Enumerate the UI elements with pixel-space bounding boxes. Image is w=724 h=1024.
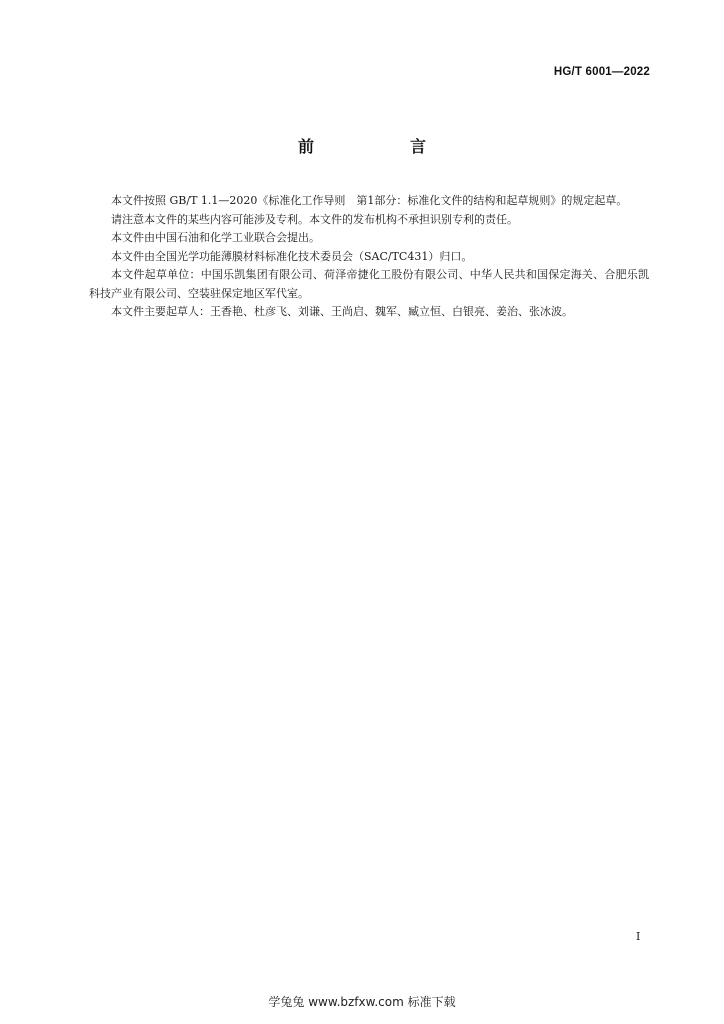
footer-watermark: 学兔兔 www.bzfxw.com 标准下载 bbox=[268, 995, 456, 1009]
paragraph-drafters: 本文件主要起草人：王香艳、杜彦飞、刘谦、王尚启、魏军、臧立恒、白银亮、姜治、张冰波。 bbox=[111, 305, 573, 318]
page-number: Ⅰ bbox=[636, 930, 641, 943]
paragraph-drafting-units: 本文件起草单位：中国乐凯集团有限公司、荷泽帝捷化工股份有限公司、中华人民共和国保定海关、合肥乐凯科技产业有限公司、空装驻保定地区军代室。 bbox=[89, 268, 649, 300]
page-title: 前 言 bbox=[297, 137, 466, 156]
paragraph-committee: 本文件由全国光学功能薄膜材料标准化技术委员会（SAC/TC431）归口。 bbox=[111, 249, 473, 263]
foreword-body bbox=[89, 192, 649, 322]
paragraph-patent-notice: 请注意本文件的某些内容可能涉及专利。本文件的发布机构不承担识别专利的责任。 bbox=[111, 212, 518, 226]
paragraph-proposer: 本文件由中国石油和化学工业联合会提出。 bbox=[111, 231, 320, 244]
standard-code: HG/T 6001—2022 bbox=[553, 66, 650, 78]
paragraph-drafting-rules: 本文件按照 GB/T 1.1—2020《标准化工作导则 第1部分：标准化文件的结构和起草规则》的规定起草。 bbox=[111, 194, 628, 207]
